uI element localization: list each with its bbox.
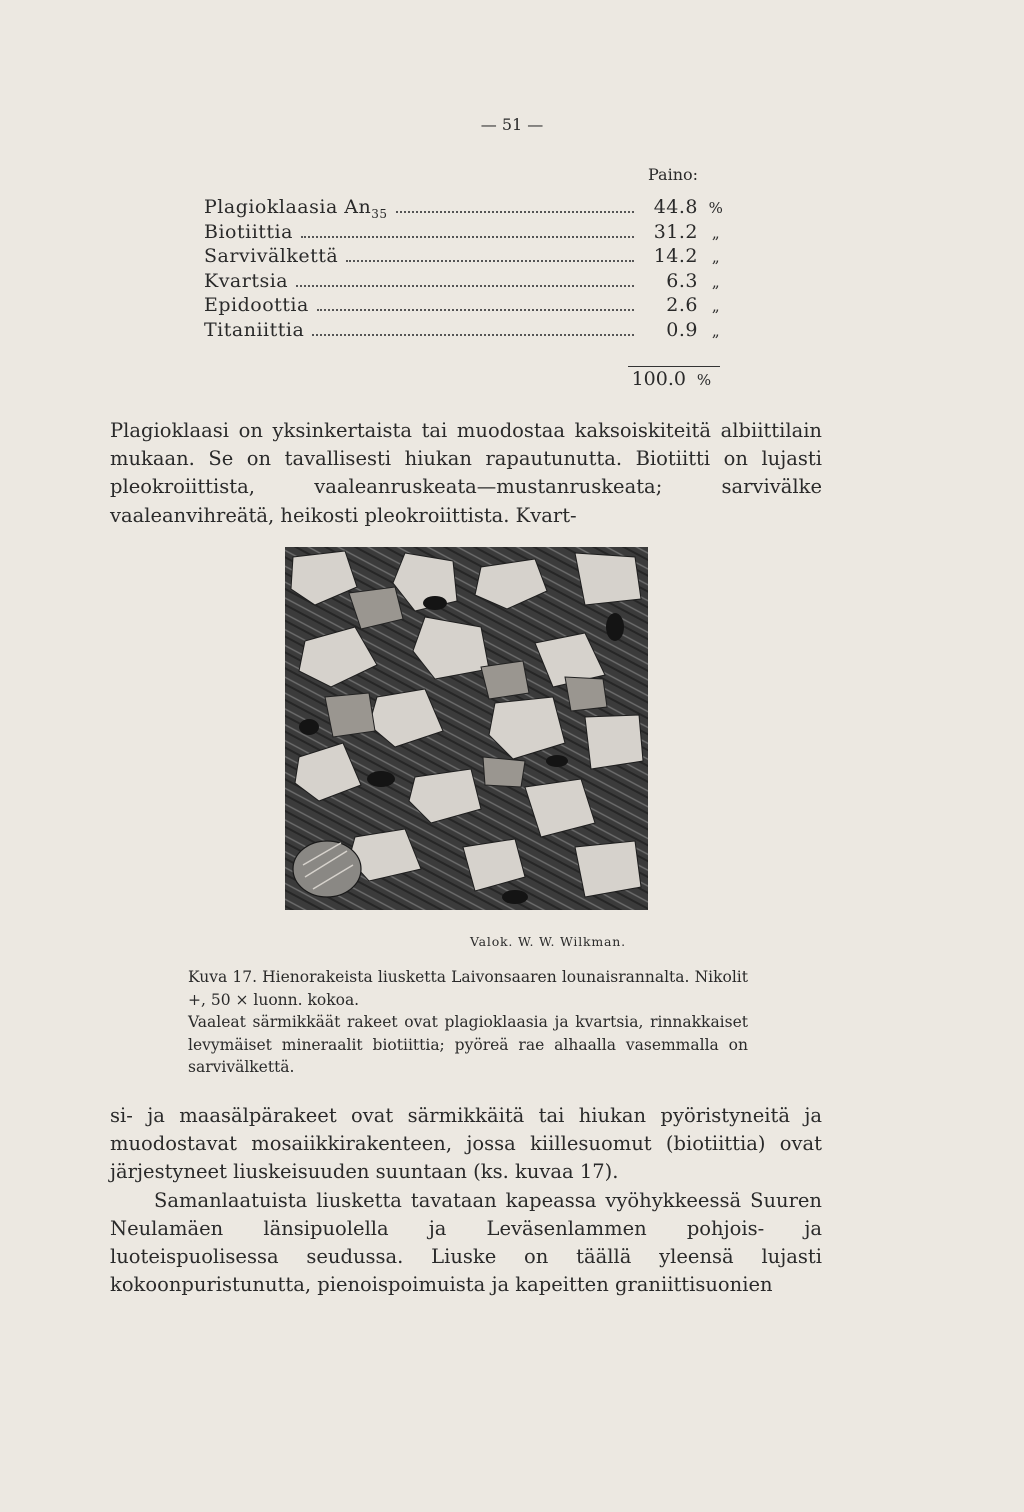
mineral-value: 2.6 [666,294,698,317]
figure-caption [188,966,748,1079]
micrograph-photo [285,547,648,910]
mineral-name: Epidoottia [204,294,309,317]
paragraph: si- ja maasälpärakeet ovat särmikkäitä tai hiukan pyöristyneitä ja muodostavat mosaiikkirakenteen, jossa kiillesuomut (biotiittia) ovat järjestyneet liuskeisuuden suuntaan (ks. kuvaa 17). [110,1104,822,1184]
paragraph: Samanlaatuista liusketta tavataan kapeassa vyöhykkeessä Suuren Neulamäen länsipuolella ja Leväsenlammen pohjois- ja luoteispuolisessa seudussa. Liuske on täällä yleensä lujasti kokoonpuristunutta, pienoispoimuista ja kapeitten graniittisuonien [110,1188,822,1297]
dot-leader [346,260,634,262]
micrograph-image [285,547,648,910]
mineral-value: 0.9 [666,318,698,341]
mineral-unit: „ [711,297,721,316]
table-row [204,319,734,344]
mineral-value: 31.2 [653,220,698,243]
mineral-name: Sarvivälkettä [204,245,339,268]
mineral-value: 44.8 [653,196,698,218]
dot-leader [312,334,634,336]
table-row [204,294,734,319]
paragraph: Plagioklaasi on yksinkertaista tai muodostaa kaksoiskiteitä albiittilain mukaan. Se on tavallisesti hiukan rapautunutta. Biotiitti on lujasti pleokroiittista, vaaleanruskeata—mustanruskeata; sarvivälke vaaleanvihreätä, heikosti pleokroiittista. Kvart- [110,419,822,527]
caption-description: Vaaleat särmikkäät rakeet ovat plagioklaasia ja kvartsia, rinnakkaiset levymäiset mineraalit biotiittia; pyöreä rae alhaalla vasemmalla on sarvivälkettä. [188,1013,748,1076]
dot-leader [317,309,634,311]
mineral-value: 6.3 [666,269,698,292]
mineral-name: Biotiittia [204,220,293,243]
weight-column-header: Paino: [648,165,699,184]
total-rule [628,366,720,367]
mineral-unit: „ [711,272,721,291]
mineral-unit: „ [711,321,721,340]
mineral-unit: „ [711,248,721,267]
mineral-unit: % [708,199,724,217]
page-number: — 51 — [480,115,544,134]
dot-leader [301,236,634,238]
total-value: 100.0 [631,368,686,390]
total-row [628,368,722,390]
dot-leader [396,211,634,213]
mineral-name: Kvartsia [204,269,289,292]
dot-leader [296,285,634,287]
table-row [204,245,734,270]
mineral-composition-table [204,196,734,344]
mineral-name: Plagioklaasia $An_{35}$ [204,196,388,221]
total-unit: % [696,371,712,389]
mineral-value: 14.2 [653,245,698,268]
caption-title: Kuva 17. Hienorakeista liusketta Laivonsaaren lounaisrannalta. Nikolit +, 50 × luonn. kokoa. [188,968,748,1009]
table-row [204,196,734,221]
mineral-name: Titaniittia [204,318,305,341]
photo-credit: Valok. W. W. Wilkman. [470,934,626,949]
table-row [204,221,734,246]
table-row [204,270,734,295]
mineral-unit: „ [711,223,721,242]
paragraph-continued [110,1102,822,1299]
